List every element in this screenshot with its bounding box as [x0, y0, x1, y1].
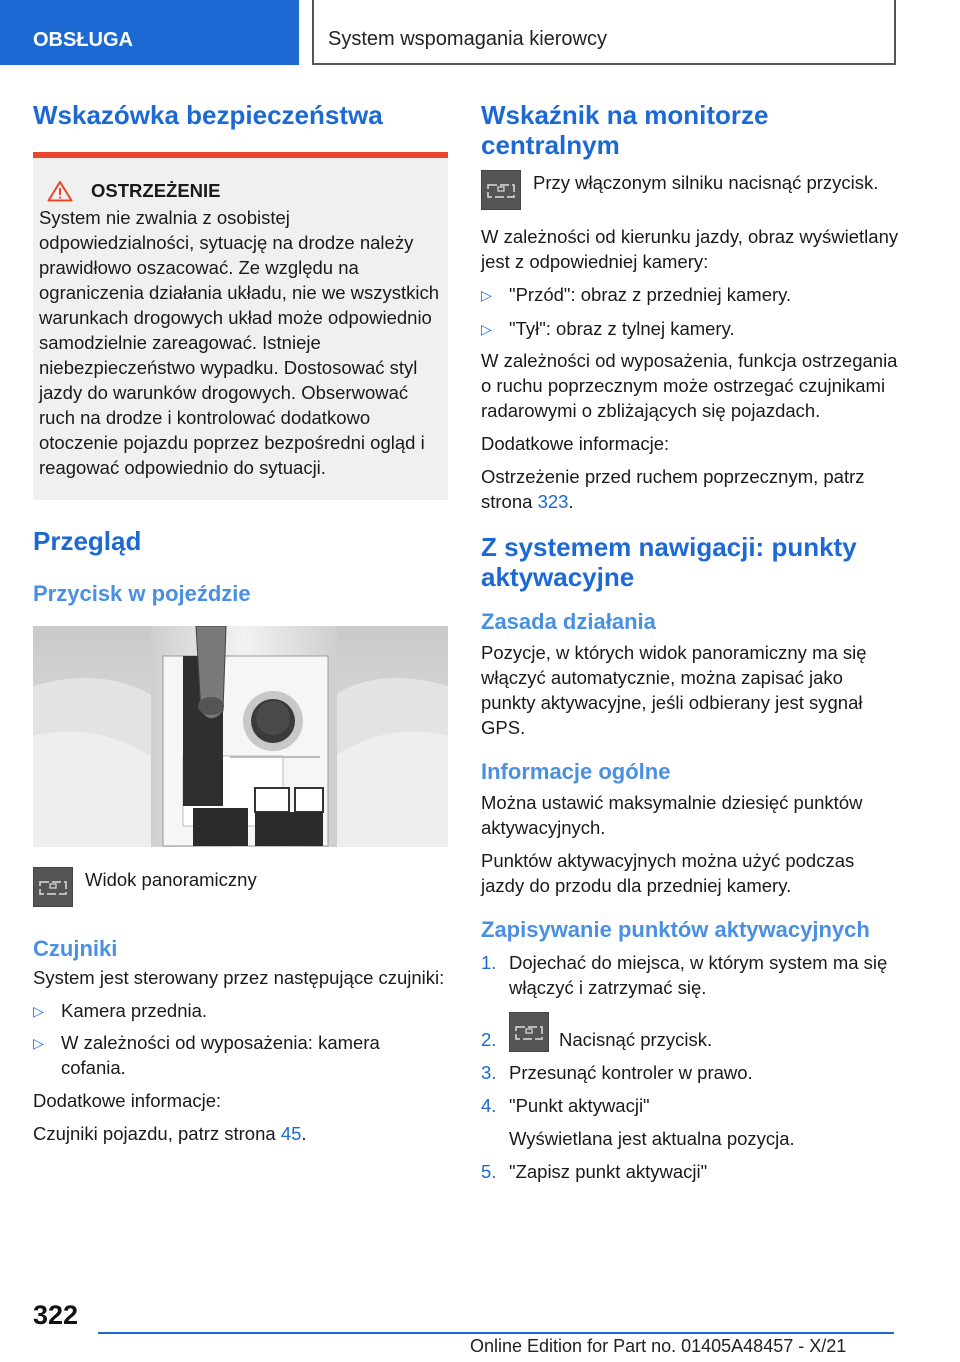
triangle-bullet-icon: ▷	[481, 287, 492, 303]
page-link[interactable]: 323	[537, 491, 569, 512]
reference-text: Ostrzeżenie przed ruchem poprzecznym, patrz strona	[481, 466, 865, 512]
camera-button-row	[33, 867, 448, 907]
list-item	[481, 316, 901, 342]
left-column	[33, 100, 448, 1146]
sensors-reference	[33, 1121, 448, 1146]
indicator-row	[481, 170, 901, 210]
right-column	[481, 100, 901, 1184]
step-number: 4.	[481, 1095, 497, 1116]
step-text: Dojechać do miejsca, w którym system ma się włączyć i zatrzymać się.	[509, 952, 888, 998]
triangle-bullet-icon: ▷	[481, 321, 492, 337]
step-number: 2.	[481, 1029, 497, 1050]
step-number	[481, 1126, 509, 1151]
step-item	[481, 1060, 901, 1085]
cross-traffic-text: W zależności od wyposażenia, funkcja ostrzegania o ruchu poprzecznym może ostrzegać czujnikami radarowymi o zbliżających się pojazdach.	[481, 350, 898, 421]
step-text: Przesunąć kontroler w prawo.	[509, 1062, 753, 1083]
step-item	[481, 1093, 901, 1118]
step-number: 1.	[481, 952, 497, 973]
heading-indicator: Wskaźnik na monitorze centralnym	[481, 100, 769, 160]
principle-text: Pozycje, w których widok panoramiczny ma się włączyć automatycznie, można zapisać jako punkty aktywacyjne, jeśli odbierany jest sygnał GPS.	[481, 642, 867, 738]
page-link[interactable]: 45	[280, 1123, 302, 1144]
edition-text: Online Edition for Part no. 01405A48457 - X/21	[470, 1336, 847, 1356]
triangle-bullet-icon: ▷	[33, 1035, 44, 1051]
step-item	[481, 1012, 901, 1052]
footer-rule	[98, 1332, 894, 1334]
list-item	[33, 1030, 448, 1080]
warning-title-text: OSTRZEŻENIE	[91, 180, 221, 201]
step-text: "Zapisz punkt aktywacji"	[509, 1161, 708, 1182]
reference-text: Czujniki pojazdu, patrz strona	[33, 1123, 281, 1144]
section-tab	[0, 0, 299, 65]
direction-text: W zależności od kierunku jazdy, obraz wyświetlany jest z odpowiedniej kamery:	[481, 226, 899, 272]
more-info-label: Dodatkowe informacje:	[33, 1090, 222, 1111]
heading-saving: Zapisywanie punktów aktywacyjnych	[481, 917, 870, 942]
cross-traffic-reference	[481, 464, 901, 514]
indicator-text: Przy włączonym silniku nacisnąć przycisk.	[533, 172, 879, 193]
heading-sensors: Czujniki	[33, 936, 118, 961]
list-item-text: "Przód": obraz z przedniej kamery.	[509, 284, 792, 305]
section-label: OBSŁUGA	[33, 29, 133, 51]
panorama-camera-button-icon	[481, 170, 521, 210]
page-number: 322	[33, 1300, 79, 1330]
list-item-text: W zależności od wyposażenia: kamera cofania.	[61, 1032, 380, 1078]
step-text: Wyświetlana jest aktualna pozycja.	[509, 1128, 795, 1149]
step-text: "Punkt aktywacji"	[509, 1095, 650, 1116]
list-item-text: "Tył": obraz z tylnej kamery.	[509, 318, 735, 339]
chapter-header	[312, 0, 896, 65]
triangle-bullet-icon: ▷	[33, 1003, 44, 1019]
heading-nav: Z systemem nawigacji: punkty aktywacyjne	[481, 532, 857, 592]
general-text-2: Punktów aktywacyjnych można użyć podczas jazdy do przodu dla przedniej kamery.	[481, 850, 855, 896]
general-text-1: Można ustawić maksymalnie dziesięć punktów aktywacyjnych.	[481, 792, 863, 838]
center-console-image	[33, 626, 448, 847]
step-text: Nacisnąć przycisk.	[559, 1029, 713, 1050]
more-info-label: Dodatkowe informacje:	[481, 433, 670, 454]
step-item	[481, 1159, 901, 1184]
heading-button: Przycisk w pojeździe	[33, 581, 251, 606]
warning-text: System nie zwalnia z osobistej odpowiedzialności, sytuację na drodze należy prawidłowo oszacować. Ze względu na ograniczenia działania układu, nie we wszystkich warunkach drogowych układ może odpowiednio samodzielnie zareagować. Istnieje niebezpieczeństwo wypadku. Dostosować styl jazdy do warunków drogowych. Obserwować ruch na drodze i kontrolować dodatkowo otoczenie pojazdu poprzez bezpośredni ogląd i reagować odpowiednio do sytuacji.	[39, 207, 440, 478]
panorama-caption: Widok panoramiczny	[85, 869, 257, 890]
panorama-camera-button-icon	[33, 867, 73, 907]
warning-box	[33, 158, 448, 500]
warning-triangle-icon	[47, 180, 73, 202]
step-number: 5.	[481, 1161, 497, 1182]
reference-end: .	[301, 1123, 307, 1144]
panorama-camera-button-icon	[509, 1012, 549, 1052]
heading-general: Informacje ogólne	[481, 759, 671, 784]
reference-end: .	[568, 491, 574, 512]
list-item-text: Kamera przednia.	[61, 1000, 208, 1021]
step-item	[481, 1126, 901, 1151]
warning-title	[39, 178, 440, 203]
list-item	[33, 998, 448, 1024]
sensors-intro: System jest sterowany przez następujące czujniki:	[33, 967, 445, 988]
heading-safety: Wskazówka bezpieczeństwa	[33, 100, 383, 130]
step-number: 3.	[481, 1062, 497, 1083]
list-item	[481, 282, 901, 308]
chapter-label: System wspomagania kierowcy	[328, 28, 607, 50]
console-photo	[33, 626, 448, 847]
step-item	[481, 950, 901, 1000]
heading-principle: Zasada działania	[481, 609, 656, 634]
heading-overview: Przegląd	[33, 526, 142, 556]
